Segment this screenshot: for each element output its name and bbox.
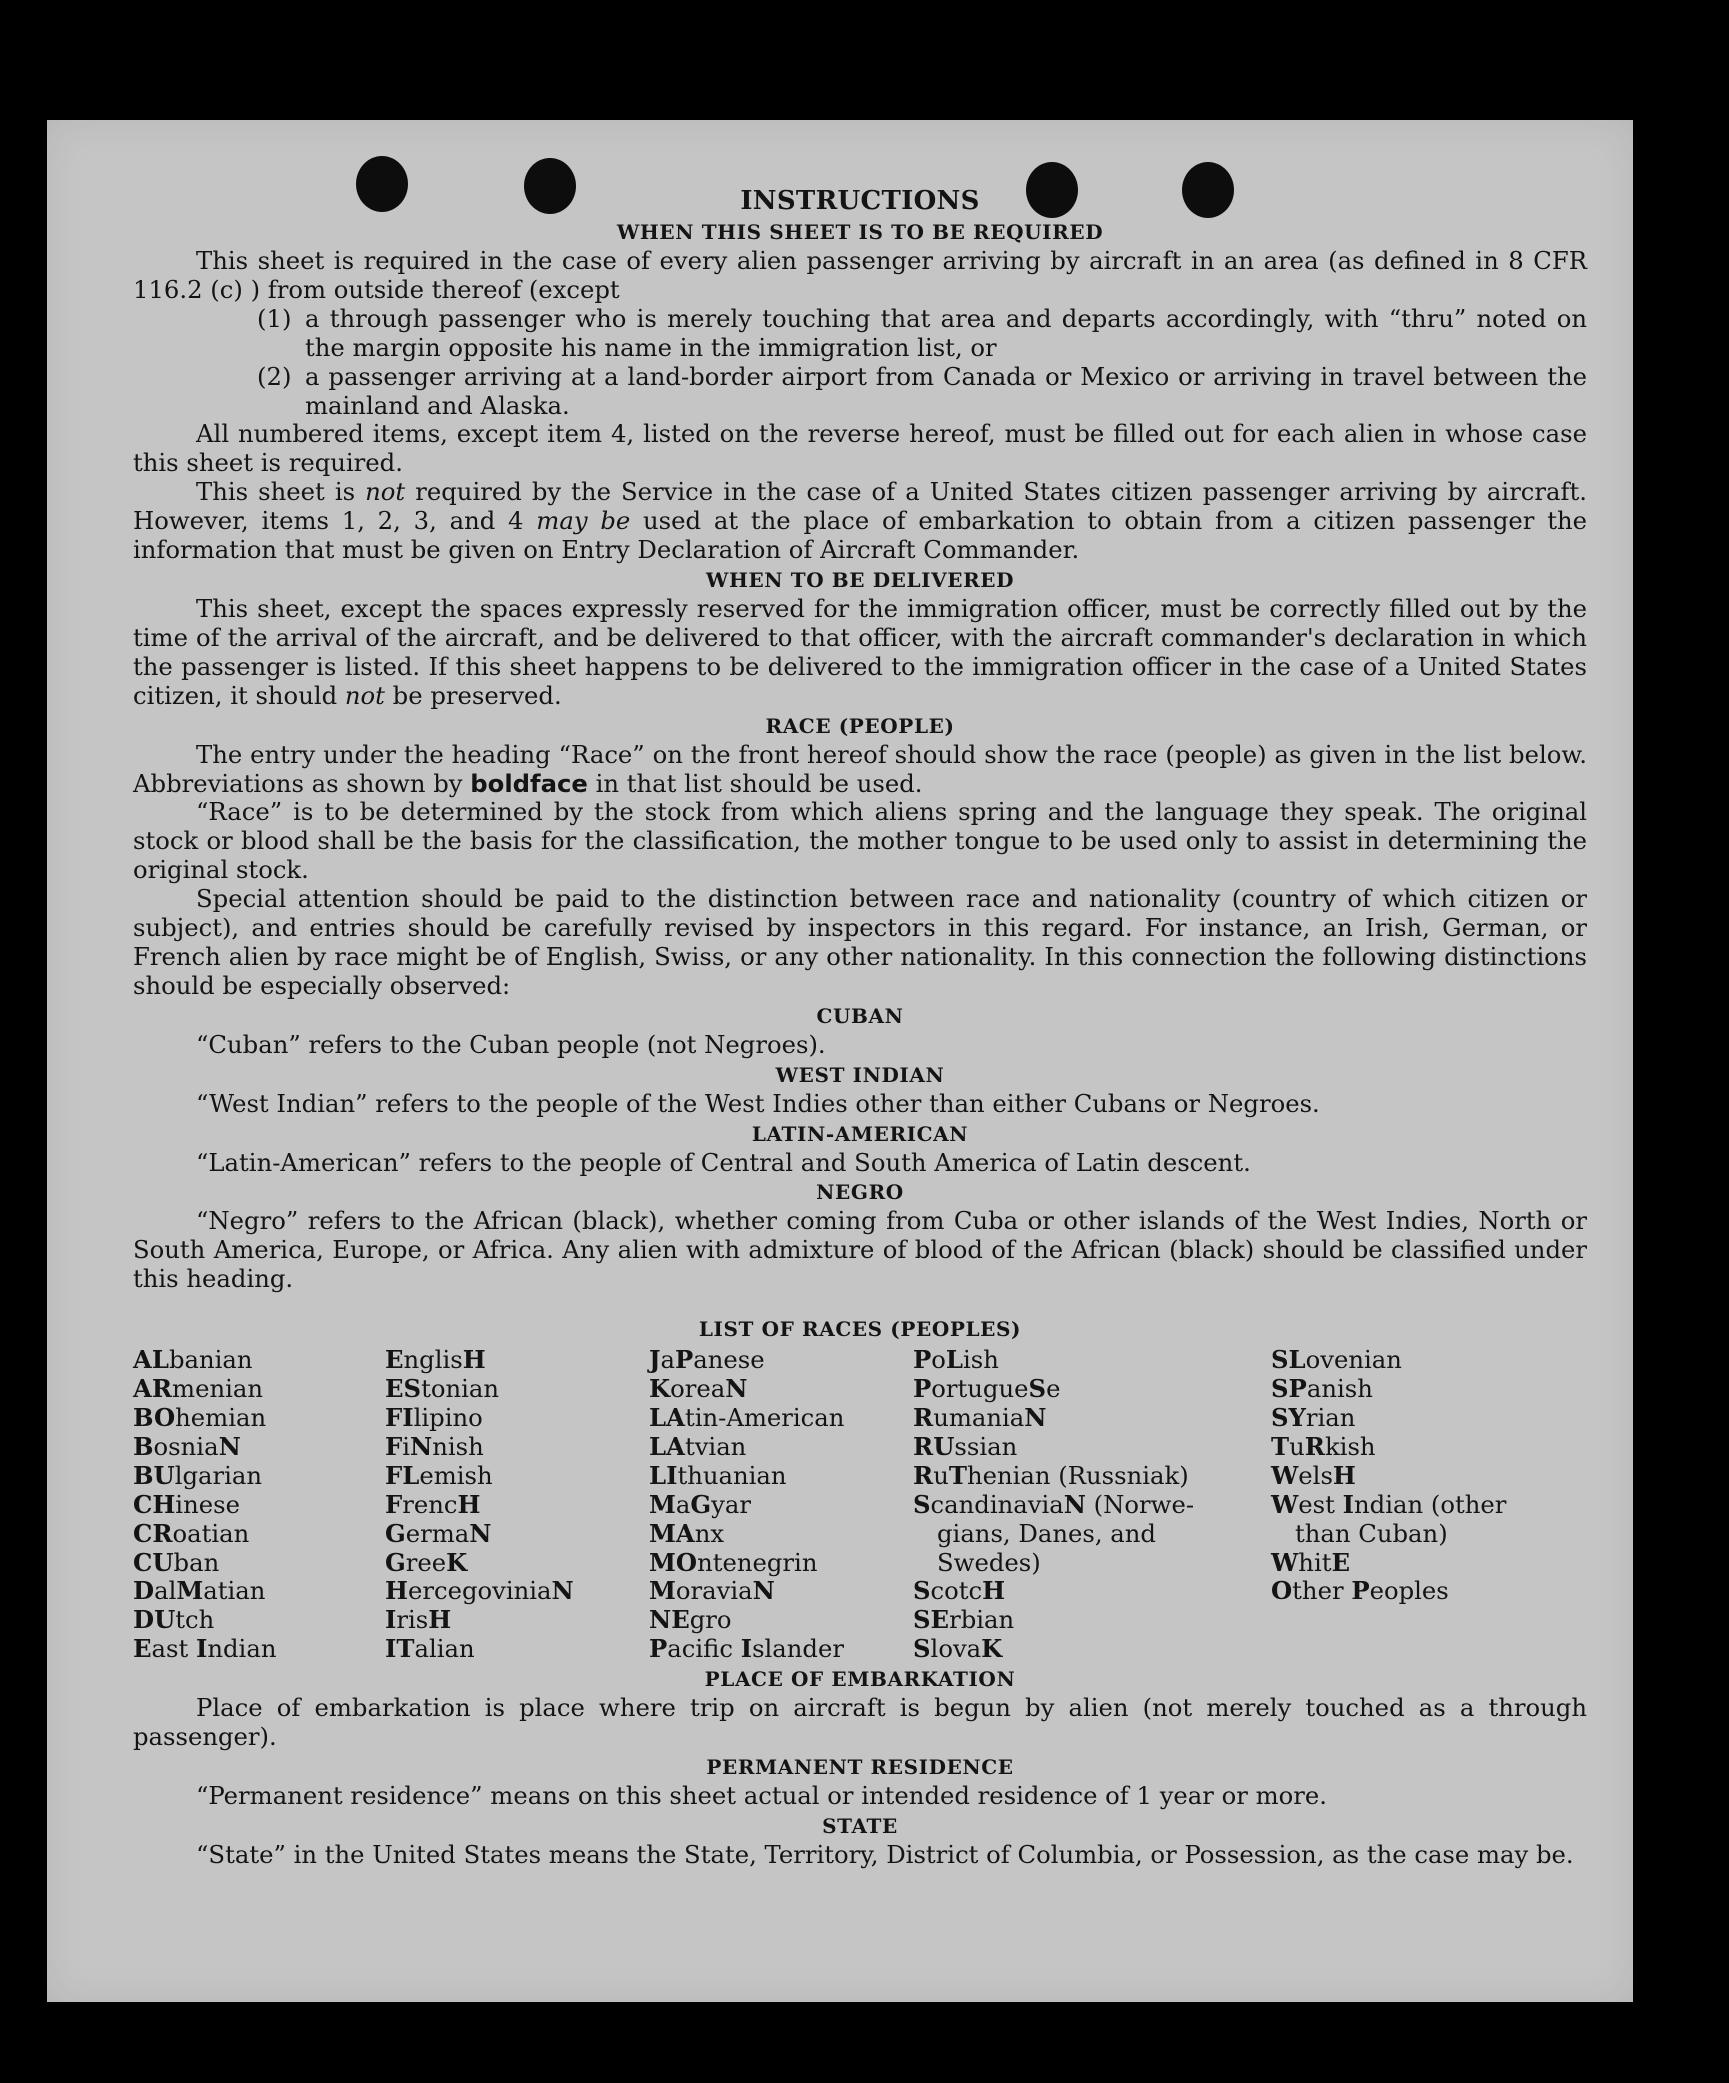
race-entry: LAtvian bbox=[649, 1431, 747, 1461]
race-entry: ARmenian bbox=[133, 1374, 264, 1404]
race-column-1 bbox=[133, 1346, 385, 1664]
race-column-2 bbox=[385, 1346, 649, 1664]
heading-state: STATE bbox=[822, 1813, 898, 1838]
document-sheet bbox=[47, 120, 1633, 2002]
para-permanent-residence: “Permanent residence” means on this sheet actual or intended residence of 1 year or more. bbox=[196, 1780, 1327, 1810]
race-entry: West Indian (other bbox=[1271, 1489, 1507, 1519]
race-entry: gians, Danes, and bbox=[937, 1518, 1156, 1548]
race-entry: RUssian bbox=[913, 1431, 1018, 1461]
exception-number: (1) bbox=[257, 303, 292, 333]
race-entry: than Cuban) bbox=[1295, 1518, 1448, 1548]
race-entry: GermaN bbox=[385, 1518, 492, 1548]
heading-west-indian: WEST INDIAN bbox=[775, 1062, 945, 1087]
para-when-required: This sheet is required in the case of every alien passenger arriving by aircraft in an area (as defined in 8 CFR 116.2 (c) ) from outside thereof (except bbox=[133, 246, 1587, 304]
exception-text: a passenger arriving at a land-border airport from Canada or Mexico or arriving in travel between the mainland and Alaska. bbox=[305, 361, 1587, 420]
race-entry: MaGyar bbox=[649, 1489, 751, 1519]
race-entry: HercegoviniaN bbox=[385, 1576, 574, 1606]
exception-item bbox=[133, 305, 1587, 363]
heading-list-of-races: LIST OF RACES (PEOPLES) bbox=[698, 1317, 1022, 1342]
race-entry: EStonian bbox=[385, 1374, 500, 1404]
race-entry: PortugueSe bbox=[913, 1374, 1061, 1404]
race-column-4 bbox=[913, 1346, 1271, 1664]
para-latin-american: “Latin-American” refers to the people of Central and South America of Latin descent. bbox=[196, 1147, 1251, 1177]
heading-latin-american: LATIN-AMERICAN bbox=[751, 1121, 969, 1146]
race-entry: MoraviaN bbox=[649, 1576, 775, 1606]
race-entry: RumaniaN bbox=[913, 1403, 1047, 1432]
race-entry: BOhemian bbox=[133, 1403, 267, 1432]
para-race-1: The entry under the heading “Race” on the front hereof should show the race (people) as given in the list below. Abbreviations as shown by boldface in that list should be used. bbox=[133, 739, 1587, 798]
heading-cuban: CUBAN bbox=[816, 1003, 904, 1028]
race-entry: IrisH bbox=[385, 1605, 452, 1635]
heading-embarkation: PLACE OF EMBARKATION bbox=[704, 1667, 1016, 1692]
race-entry: TuRkish bbox=[1271, 1431, 1376, 1461]
race-entry: RuThenian (Russniak) bbox=[913, 1460, 1189, 1490]
race-entry: KoreaN bbox=[649, 1374, 748, 1404]
para-west-indian: “West Indian” refers to the people of the West Indies other than either Cubans or Negroes. bbox=[196, 1088, 1320, 1118]
race-entry: CHinese bbox=[133, 1489, 240, 1519]
heading-when-delivered: WHEN TO BE DELIVERED bbox=[705, 567, 1015, 592]
race-entry: NEgro bbox=[649, 1605, 732, 1635]
race-entry: BUlgarian bbox=[133, 1460, 263, 1490]
race-entry: GreeK bbox=[385, 1547, 468, 1577]
race-entry: FiNnish bbox=[385, 1431, 484, 1461]
race-entry: MOntenegrin bbox=[649, 1547, 818, 1577]
race-entry: EnglisH bbox=[385, 1345, 486, 1375]
exception-number: (2) bbox=[257, 361, 292, 391]
para-race-2: “Race” is to be determined by the stock from which aliens spring and the language they speak. The original stock or blood shall be the basis for the classification, the mother tongue to be used only to assist in determining the original stock. bbox=[133, 797, 1587, 885]
race-column-5 bbox=[1271, 1346, 1587, 1664]
race-entry: FLemish bbox=[385, 1460, 493, 1490]
race-entry: CUban bbox=[133, 1547, 220, 1577]
race-entry: MAnx bbox=[649, 1518, 725, 1548]
race-entry: DUtch bbox=[133, 1605, 215, 1635]
para-cuban: “Cuban” refers to the Cuban people (not Negroes). bbox=[196, 1029, 826, 1059]
race-entry: SPanish bbox=[1271, 1374, 1373, 1404]
para-citizen: This sheet is not required by the Service in the case of a United States citizen passenger arriving by aircraft. However, items 1, 2, 3, and 4 may be used at the place of embarkation to obtain from a citizen passenger the information that must be given on Entry Declaration of Aircraft Commander. bbox=[133, 477, 1587, 565]
heading-negro: NEGRO bbox=[816, 1180, 904, 1205]
race-entry: ScotcH bbox=[913, 1576, 1006, 1606]
race-entry: DalMatian bbox=[133, 1576, 266, 1606]
race-entry: FIlipino bbox=[385, 1403, 483, 1432]
heading-race: RACE (PEOPLE) bbox=[765, 713, 955, 738]
race-entry: BosniaN bbox=[133, 1431, 241, 1461]
race-entry: FrencH bbox=[385, 1489, 481, 1519]
race-entry: CRoatian bbox=[133, 1518, 250, 1548]
race-entry: LAtin-American bbox=[649, 1403, 845, 1432]
race-entry: SlovaK bbox=[913, 1634, 1003, 1664]
race-entry: Pacific Islander bbox=[649, 1634, 844, 1664]
para-state: “State” in the United States means the State, Territory, District of Columbia, or Possession, as the case may be. bbox=[196, 1839, 1574, 1869]
race-entry: WelsH bbox=[1271, 1460, 1356, 1490]
race-entry: WhitE bbox=[1271, 1547, 1351, 1577]
race-entry: Other Peoples bbox=[1271, 1576, 1449, 1606]
race-entry: Swedes) bbox=[937, 1547, 1041, 1577]
heading-permanent-residence: PERMANENT RESIDENCE bbox=[706, 1754, 1014, 1779]
heading-when-required: WHEN THIS SHEET IS TO BE REQUIRED bbox=[616, 220, 1104, 244]
race-entry: ITalian bbox=[385, 1634, 475, 1664]
race-column-3 bbox=[649, 1346, 913, 1664]
race-entry: PoLish bbox=[913, 1345, 999, 1375]
race-entry: SErbian bbox=[913, 1605, 1015, 1635]
exception-text: a through passenger who is merely touching that area and departs accordingly, with “thru” noted on the margin opposite his name in the immigration list, or bbox=[305, 303, 1587, 362]
page-title: INSTRUCTIONS bbox=[740, 186, 980, 216]
race-entry: ALbanian bbox=[133, 1345, 253, 1375]
instructions-content bbox=[133, 186, 1587, 1870]
race-entry: SYrian bbox=[1271, 1403, 1356, 1432]
para-numbered-items: All numbered items, except item 4, listed on the reverse hereof, must be filled out for each alien in whose case this sheet is required. bbox=[133, 419, 1587, 478]
exception-item bbox=[133, 363, 1587, 421]
race-entry: LIthuanian bbox=[649, 1460, 787, 1490]
race-entry: SLovenian bbox=[1271, 1345, 1402, 1375]
para-when-delivered: This sheet, except the spaces expressly reserved for the immigration officer, must be correctly filled out by the time of the arrival of the aircraft, and be delivered to that officer, with the aircraft commander's declaration in which the passenger is listed. If this sheet happens to be delivered to the immigration officer in the case of a United States citizen, it should not be preserved. bbox=[133, 593, 1587, 710]
para-negro: “Negro” refers to the African (black), whether coming from Cuba or other islands of the West Indies, North or South America, Europe, or Africa. Any alien with admixture of blood of the African (black) should be classified under this heading. bbox=[133, 1206, 1587, 1294]
race-entry: JaPanese bbox=[649, 1345, 765, 1375]
para-race-3: Special attention should be paid to the distinction between race and nationality (country of which citizen or subject), and entries should be carefully revised by inspectors in this regard. For instance, an Irish, German, or French alien by race might be of English, Swiss, or any other nationality. In this connection the following distinctions should be especially observed: bbox=[133, 884, 1587, 1000]
race-entry: ScandinaviaN (Norwe- bbox=[913, 1489, 1195, 1519]
race-entry: East Indian bbox=[133, 1634, 277, 1664]
race-list bbox=[133, 1346, 1587, 1664]
para-embarkation: Place of embarkation is place where trip on aircraft is begun by alien (not merely touched as a through passenger). bbox=[133, 1693, 1587, 1752]
